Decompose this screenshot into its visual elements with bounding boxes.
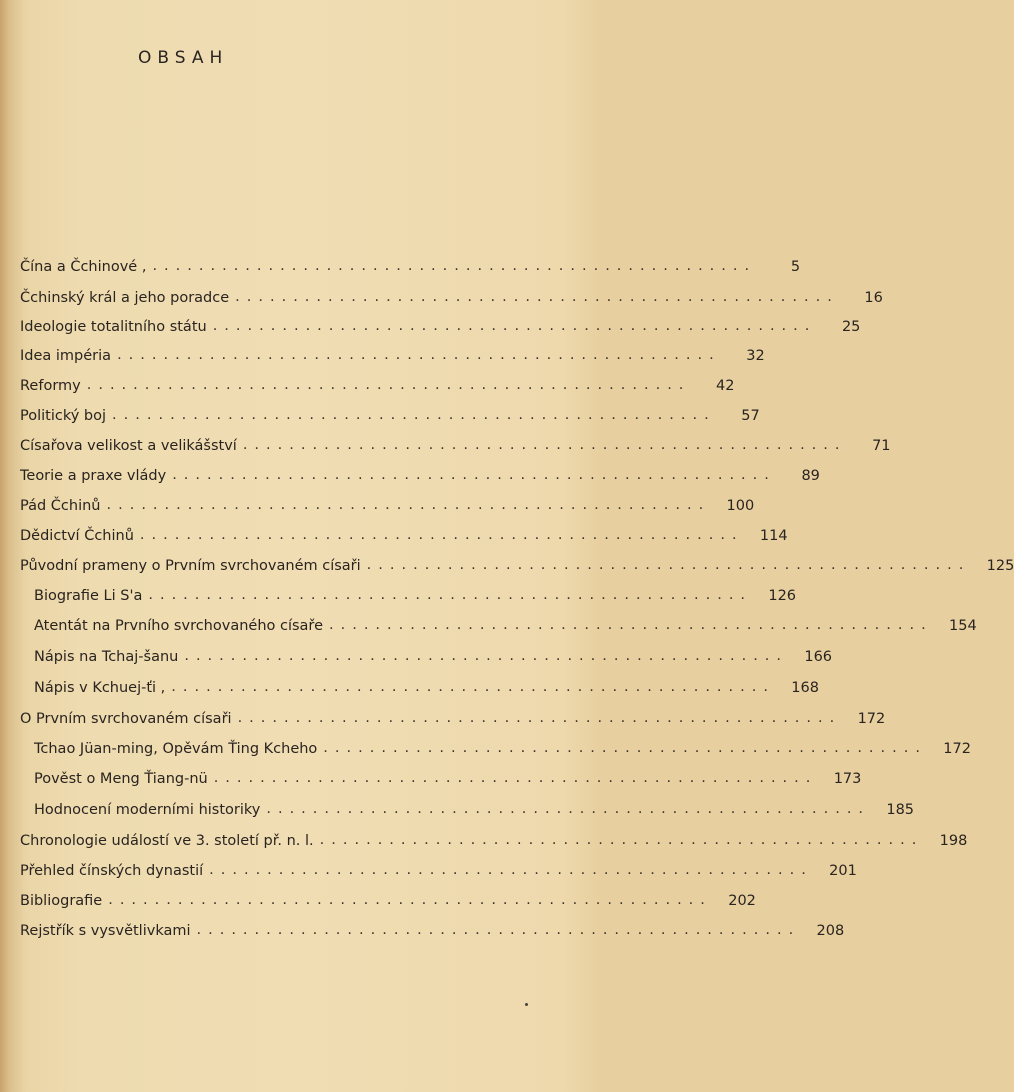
toc-subentry — [34, 581, 797, 605]
toc-entry-title: O Prvním svrchovaném císaři — [20, 711, 232, 727]
toc-page-number: 89 — [801, 468, 820, 484]
toc-entry — [20, 401, 760, 425]
leader-dots: .................................................... — [112, 407, 716, 423]
toc-entry-title: Hodnocení moderními historiky — [34, 802, 261, 818]
leader-dots: .................................................... — [366, 557, 971, 573]
toc-entry — [20, 461, 820, 485]
leader-dots: .................................................... — [139, 527, 744, 543]
leader-dots: .................................................... — [152, 258, 757, 274]
toc-entry — [20, 916, 845, 940]
toc-page-number: 25 — [841, 319, 861, 335]
toc-entry-title: Tchao Jüan-ming, Opěvám Ťing Kcheho — [34, 741, 318, 757]
toc-entry — [20, 551, 1014, 575]
toc-entry — [20, 312, 861, 336]
toc-entry — [20, 521, 788, 545]
leader-dots: .................................................... — [209, 862, 813, 878]
toc-page-number: 32 — [746, 348, 765, 364]
toc-entry-title: Politický boj — [20, 408, 107, 424]
toc-page-number: 168 — [791, 680, 819, 696]
toc-entry-title: Chronologie událostí ve 3. století př. n. l. — [20, 833, 314, 849]
ink-speck — [525, 1003, 528, 1006]
toc-entry — [20, 283, 883, 307]
toc-page-number: 166 — [804, 649, 833, 665]
toc-entry — [20, 431, 891, 455]
leader-dots: .................................................... — [242, 437, 847, 453]
toc-page-number: 100 — [726, 498, 755, 514]
toc-entry — [20, 341, 765, 365]
toc-page-number: 71 — [872, 438, 891, 454]
toc-page-number: 16 — [864, 290, 883, 306]
toc-entry — [20, 704, 886, 728]
toc-entry — [20, 856, 857, 880]
leader-dots: .................................................... — [172, 467, 776, 483]
leader-dots: .................................................... — [237, 710, 842, 726]
toc-subentry — [34, 611, 977, 635]
toc-subentry — [34, 642, 833, 666]
leader-dots: .................................................... — [106, 497, 711, 513]
toc-entry-title: Čchinský král a jeho poradce — [20, 290, 230, 306]
leader-dots: .................................................... — [266, 801, 871, 817]
toc-page-number: 172 — [857, 711, 886, 727]
toc-subentry — [34, 673, 819, 697]
leader-dots: .................................................... — [235, 289, 839, 305]
leader-dots: .................................................... — [213, 770, 818, 786]
leader-dots: .................................................... — [184, 648, 789, 664]
toc-entry-title: Nápis na Tchaj-šanu — [34, 649, 179, 665]
toc-page-number: 202 — [728, 893, 756, 909]
leader-dots: .................................................... — [171, 679, 775, 695]
toc-entry — [20, 371, 735, 395]
toc-entry-title: Původní prameny o Prvním svrchovaném císaři — [20, 558, 361, 574]
leader-dots: .................................................... — [319, 832, 924, 848]
toc-entry-title: Pád Čchinů — [20, 498, 101, 514]
toc-page-number: 208 — [816, 923, 845, 939]
toc-entry-title: Přehled čínských dynastií — [20, 863, 204, 879]
toc-entry — [20, 252, 801, 276]
toc-entry — [20, 886, 756, 910]
toc-page-number: 114 — [759, 528, 788, 544]
leader-dots: .................................................... — [212, 318, 817, 334]
toc-page-number: 126 — [768, 588, 797, 604]
toc-subentry — [34, 764, 862, 788]
leader-dots: .................................................... — [108, 892, 712, 908]
toc-entry-title: Bibliografie — [20, 893, 103, 909]
toc-entry-title: Nápis v Kchuej-ťi , — [34, 680, 166, 696]
toc-page-number: 125 — [986, 558, 1014, 574]
leader-dots: .................................................... — [117, 347, 721, 363]
toc-page-number: 57 — [741, 408, 760, 424]
toc-page-number: 201 — [829, 863, 857, 879]
toc-page-number: 42 — [715, 378, 735, 394]
toc-entry-title: Idea impéria — [20, 348, 112, 364]
toc-page-number: 198 — [939, 833, 968, 849]
toc-entry-title: Reformy — [20, 378, 81, 394]
leader-dots: .................................................... — [196, 922, 801, 938]
toc-entry-title: Biografie Li S'a — [34, 588, 143, 604]
leader-dots: .................................................... — [148, 587, 753, 603]
toc-page-number: 154 — [949, 618, 977, 634]
toc-page-number: 172 — [943, 741, 971, 757]
toc-entry-title: Císařova velikost a velikášství — [20, 438, 237, 454]
toc-page-number: 185 — [886, 802, 915, 818]
toc-entry-title: Ideologie totalitního státu — [20, 319, 207, 335]
leader-dots: .................................................... — [323, 740, 927, 756]
toc-page-number: 173 — [833, 771, 862, 787]
leader-dots: .................................................... — [329, 617, 933, 633]
toc-entry-title: Teorie a praxe vlády — [20, 468, 167, 484]
toc-entry-title: Atentát na Prvního svrchovaného císaře — [34, 618, 323, 634]
toc-entry-title: Pověst o Meng Ťiang-nü — [34, 771, 208, 787]
toc-entry — [20, 491, 755, 515]
leader-dots: .................................................... — [86, 377, 691, 393]
toc-subentry — [34, 795, 915, 819]
toc-page-number: 5 — [790, 259, 801, 275]
toc-entry — [20, 826, 968, 850]
toc-entry-title: Čína a Čchinové , — [20, 259, 147, 275]
page-title: OBSAH — [138, 48, 229, 68]
toc-subentry — [34, 734, 971, 758]
toc-entry-title: Rejstřík s vysvětlivkami — [20, 923, 191, 939]
toc-entry-title: Dědictví Čchinů — [20, 528, 134, 544]
